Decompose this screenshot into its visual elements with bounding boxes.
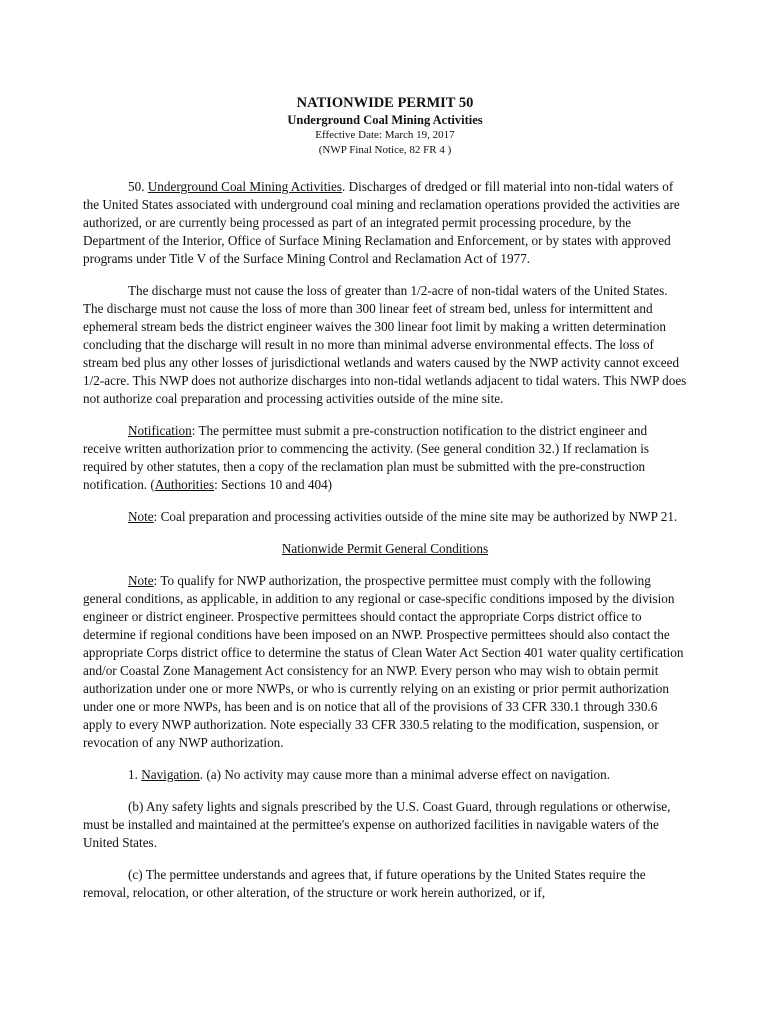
paragraph-navigation-b: (b) Any safety lights and signals prescribed by the U.S. Coast Guard, through regulations or otherwise, must be installed and maintained at the permittee's expense on authorized facilities in navigable waters of the United States. <box>83 799 671 850</box>
effective-date: Effective Date: March 19, 2017 <box>315 129 455 141</box>
permit-subtitle: Underground Coal Mining Activities <box>287 113 483 127</box>
paragraph-navigation-c: (c) The permittee understands and agrees that, if future operations by the United States require the removal, relocation, or other alteration, of the structure or work herein authorized, or if, <box>83 867 646 900</box>
navigation-text: . (a) No activity may cause more than a minimal adverse effect on navigation. <box>199 767 611 782</box>
permit-title: NATIONWIDE PERMIT 50 <box>296 95 474 111</box>
note-label: Note <box>128 573 154 588</box>
paragraph-note-nwp21 <box>83 508 687 526</box>
document-body <box>83 178 687 916</box>
notification-text: : The permittee must submit a pre-construction notification to the district engineer and receive written authorization prior to commencing the activity. (See general condition 32.) If reclamation is required by other statutes, then a copy of the reclamation plan must be submitted with the pre-construction notification. ( <box>83 423 649 492</box>
document-header <box>0 94 770 158</box>
final-notice: (NWP Final Notice, 82 FR 4 ) <box>318 144 452 156</box>
note-text: : Coal preparation and processing activities outside of the mine site may be authorized by NWP 21. <box>153 509 678 524</box>
permit-description: . Discharges of dredged or fill material into non-tidal waters of the United States associated with underground coal mining and reclamation operations provided the activities are authorized, or are currently being processed as part of an integrated permit processing procedure, by the Department of the Interior, Office of Surface Mining Reclamation and Enforcement, or by states with approved programs under Title V of the Surface Mining Control and Reclamation Act of 1977. <box>83 179 680 266</box>
paragraph-permit-50 <box>83 178 687 268</box>
paragraph-notification <box>83 422 687 494</box>
notification-label: Notification <box>128 423 192 438</box>
paragraph-discharge-limits: The discharge must not cause the loss of greater than 1/2-acre of non-tidal waters of the United States. The discharge must not cause the loss of more than 300 linear feet of stream bed, unless for intermittent and ephemeral stream beds the district engineer waives the 300 linear foot limit by making a written determination concluding that the discharge will result in no more than minimal adverse environmental effects. The loss of stream bed plus any other losses of jurisdictional wetlands and waters caused by the NWP activity cannot exceed 1/2-acre. This NWP does not authorize discharges into non-tidal wetlands adjacent to tidal waters. This NWP does not authorize coal preparation and processing activities outside of the mine site. <box>83 283 687 406</box>
note-label: Note <box>128 509 154 524</box>
navigation-label: Navigation <box>141 767 200 782</box>
paragraph-navigation-a <box>83 766 687 784</box>
authorities-label: Authorities <box>154 477 215 492</box>
permit-name-underlined: Underground Coal Mining Activities <box>147 179 343 194</box>
condition-number: 1. <box>128 767 142 782</box>
permit-number: 50. <box>128 179 148 194</box>
authorities-text: : Sections 10 and 404) <box>214 477 333 492</box>
general-note-text: : To qualify for NWP authorization, the prospective permittee must comply with the following general conditions, as applicable, in addition to any regional or case-specific conditions imposed by the division engineer or district engineer. Prospective permittees should contact the appropriate Corps district office to determine if regional conditions have been imposed on an NWP. Prospective permittees should also contact the appropriate Corps district office to determine the status of Clean Water Act Section 401 water quality certification and/or Coastal Zone Management Act consistency for an NWP. Every person who may wish to obtain permit authorization under one or more NWPs, or who is currently relying on an existing or prior permit authorization under one or more NWPs, has been and is on notice that all of the provisions of 33 CFR 330.1 through 330.6 apply to every NWP authorization. Note especially 33 CFR 330.5 relating to the modification, suspension, or revocation of any NWP authorization. <box>83 573 684 750</box>
general-conditions-heading <box>83 540 687 558</box>
section-heading-text: Nationwide Permit General Conditions <box>281 541 489 556</box>
paragraph-general-note <box>83 572 687 752</box>
